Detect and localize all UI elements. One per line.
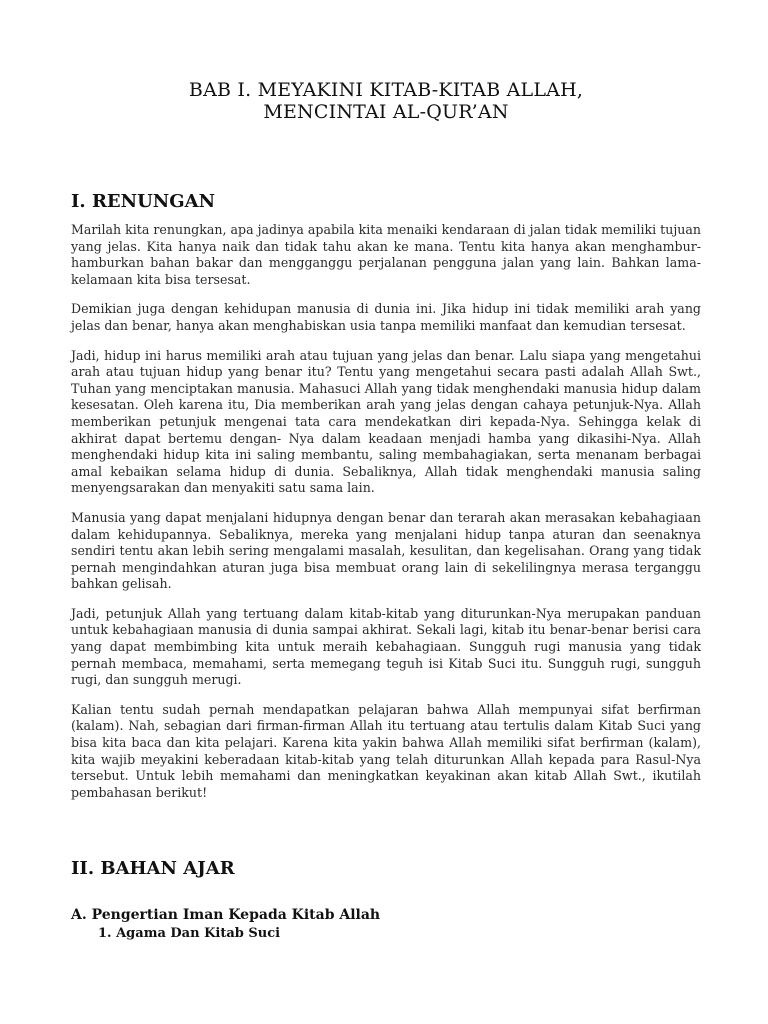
subsection-heading-a: A. Pengertian Iman Kepada Kitab Allah [71,907,381,923]
chapter-title-line-1: BAB I. MEYAKINI KITAB-KITAB ALLAH, [188,79,584,101]
paragraph-6: Kalian tentu sudah pernah mendapatkan pelajaran bahwa Allah mempunyai sifat berfirman (kalam). Nah, sebagian dari firman-firman Allah itu tertuang atau tertulis dalam Kitab Suci yang bisa kita baca dan kita pelajari. Karena kita yakin bahwa Allah memiliki sifat berfirman (kalam), kita wajib meyakini keberadaan kitab-kitab yang telah diturunkan Allah kepada para Rasul-Nya tersebut. Untuk lebih memahami dan meningkatkan keyakinan akan kitab Allah Swt., ikutilah pembahasan berikut! [71,701,701,800]
section-heading-bahan-ajar: II. BAHAN AJAR [71,858,235,879]
renungan-body [71,222,701,814]
paragraph-1: Marilah kita renungkan, apa jadinya apabila kita menaiki kendaraan di jalan tidak memiliki tujuan yang jelas. Kita hanya naik dan tidak tahu akan ke mana. Tentu kita hanya akan menghambur-hamburkan bahan bakar dan mengganggu perjalanan pengguna jalan yang lain. Bahkan lama-kelamaan kita bisa tersesat. [71,222,701,287]
paragraph-2: Demikian juga dengan kehidupan manusia di dunia ini. Jika hidup ini tidak memiliki arah yang jelas dan benar, hanya akan menghabiskan usia tanpa memiliki manfaat dan kemudian tersesat. [71,301,701,333]
section-heading-renungan: I. RENUNGAN [71,191,216,212]
paragraph-5: Jadi, petunjuk Allah yang tertuang dalam kitab-kitab yang diturunkan-Nya merupakan panduan untuk kebahagiaan manusia di dunia sampai akhirat. Sekali lagi, kitab itu benar-benar berisi cara yang dapat membimbing kita untuk meraih kebahagiaan. Sungguh rugi manusia yang tidak pernah membaca, memahami, serta memegang teguh isi Kitab Suci itu. Sungguh rugi, sungguh rugi, dan sungguh merugi. [71,605,701,688]
paragraph-4: Manusia yang dapat menjalani hidupnya dengan benar dan terarah akan merasakan kebahagiaan dalam kehidupannya. Sebaliknya, mereka yang menjalani hidup tanpa aturan dan seenaknya sendiri tentu akan lebih sering mengalami masalah, kesulitan, dan kegelisahan. Orang yang tidak pernah mengindahkan aturan juga bisa membuat orang lain di sekelilingnya merasa terganggu bahkan gelisah. [71,509,701,592]
subsection-heading-a1: 1. Agama Dan Kitab Suci [98,926,281,941]
chapter-title-line-2: MENCINTAI AL-QUR’AN [263,101,509,123]
paragraph-3: Jadi, hidup ini harus memiliki arah atau tujuan yang jelas dan benar. Lalu siapa yang mengetahui arah atau tujuan hidup yang benar itu? Tentu yang mengetahui secara pasti adalah Allah Swt., Tuhan yang menciptakan manusia. Mahasuci Allah yang tidak menghendaki manusia hidup dalam kesesatan. Oleh karena itu, Dia memberikan arah yang jelas dengan cahaya petunjuk-Nya. Allah memberikan petunjuk mengenai tata cara mendekatkan diri kepada-Nya. Sehingga kelak di akhirat dapat bertemu dengan- Nya dalam keadaan menjadi hamba yang dikasihi-Nya. Allah menghendaki hidup kita ini saling membantu, saling membahagiakan, serta menanam berbagai amal kebaikan selama hidup di dunia. Sebaliknya, Allah tidak menghendaki manusia saling menyengsarakan dan menyakiti satu sama lain. [71,347,701,496]
chapter-title [71,79,701,123]
